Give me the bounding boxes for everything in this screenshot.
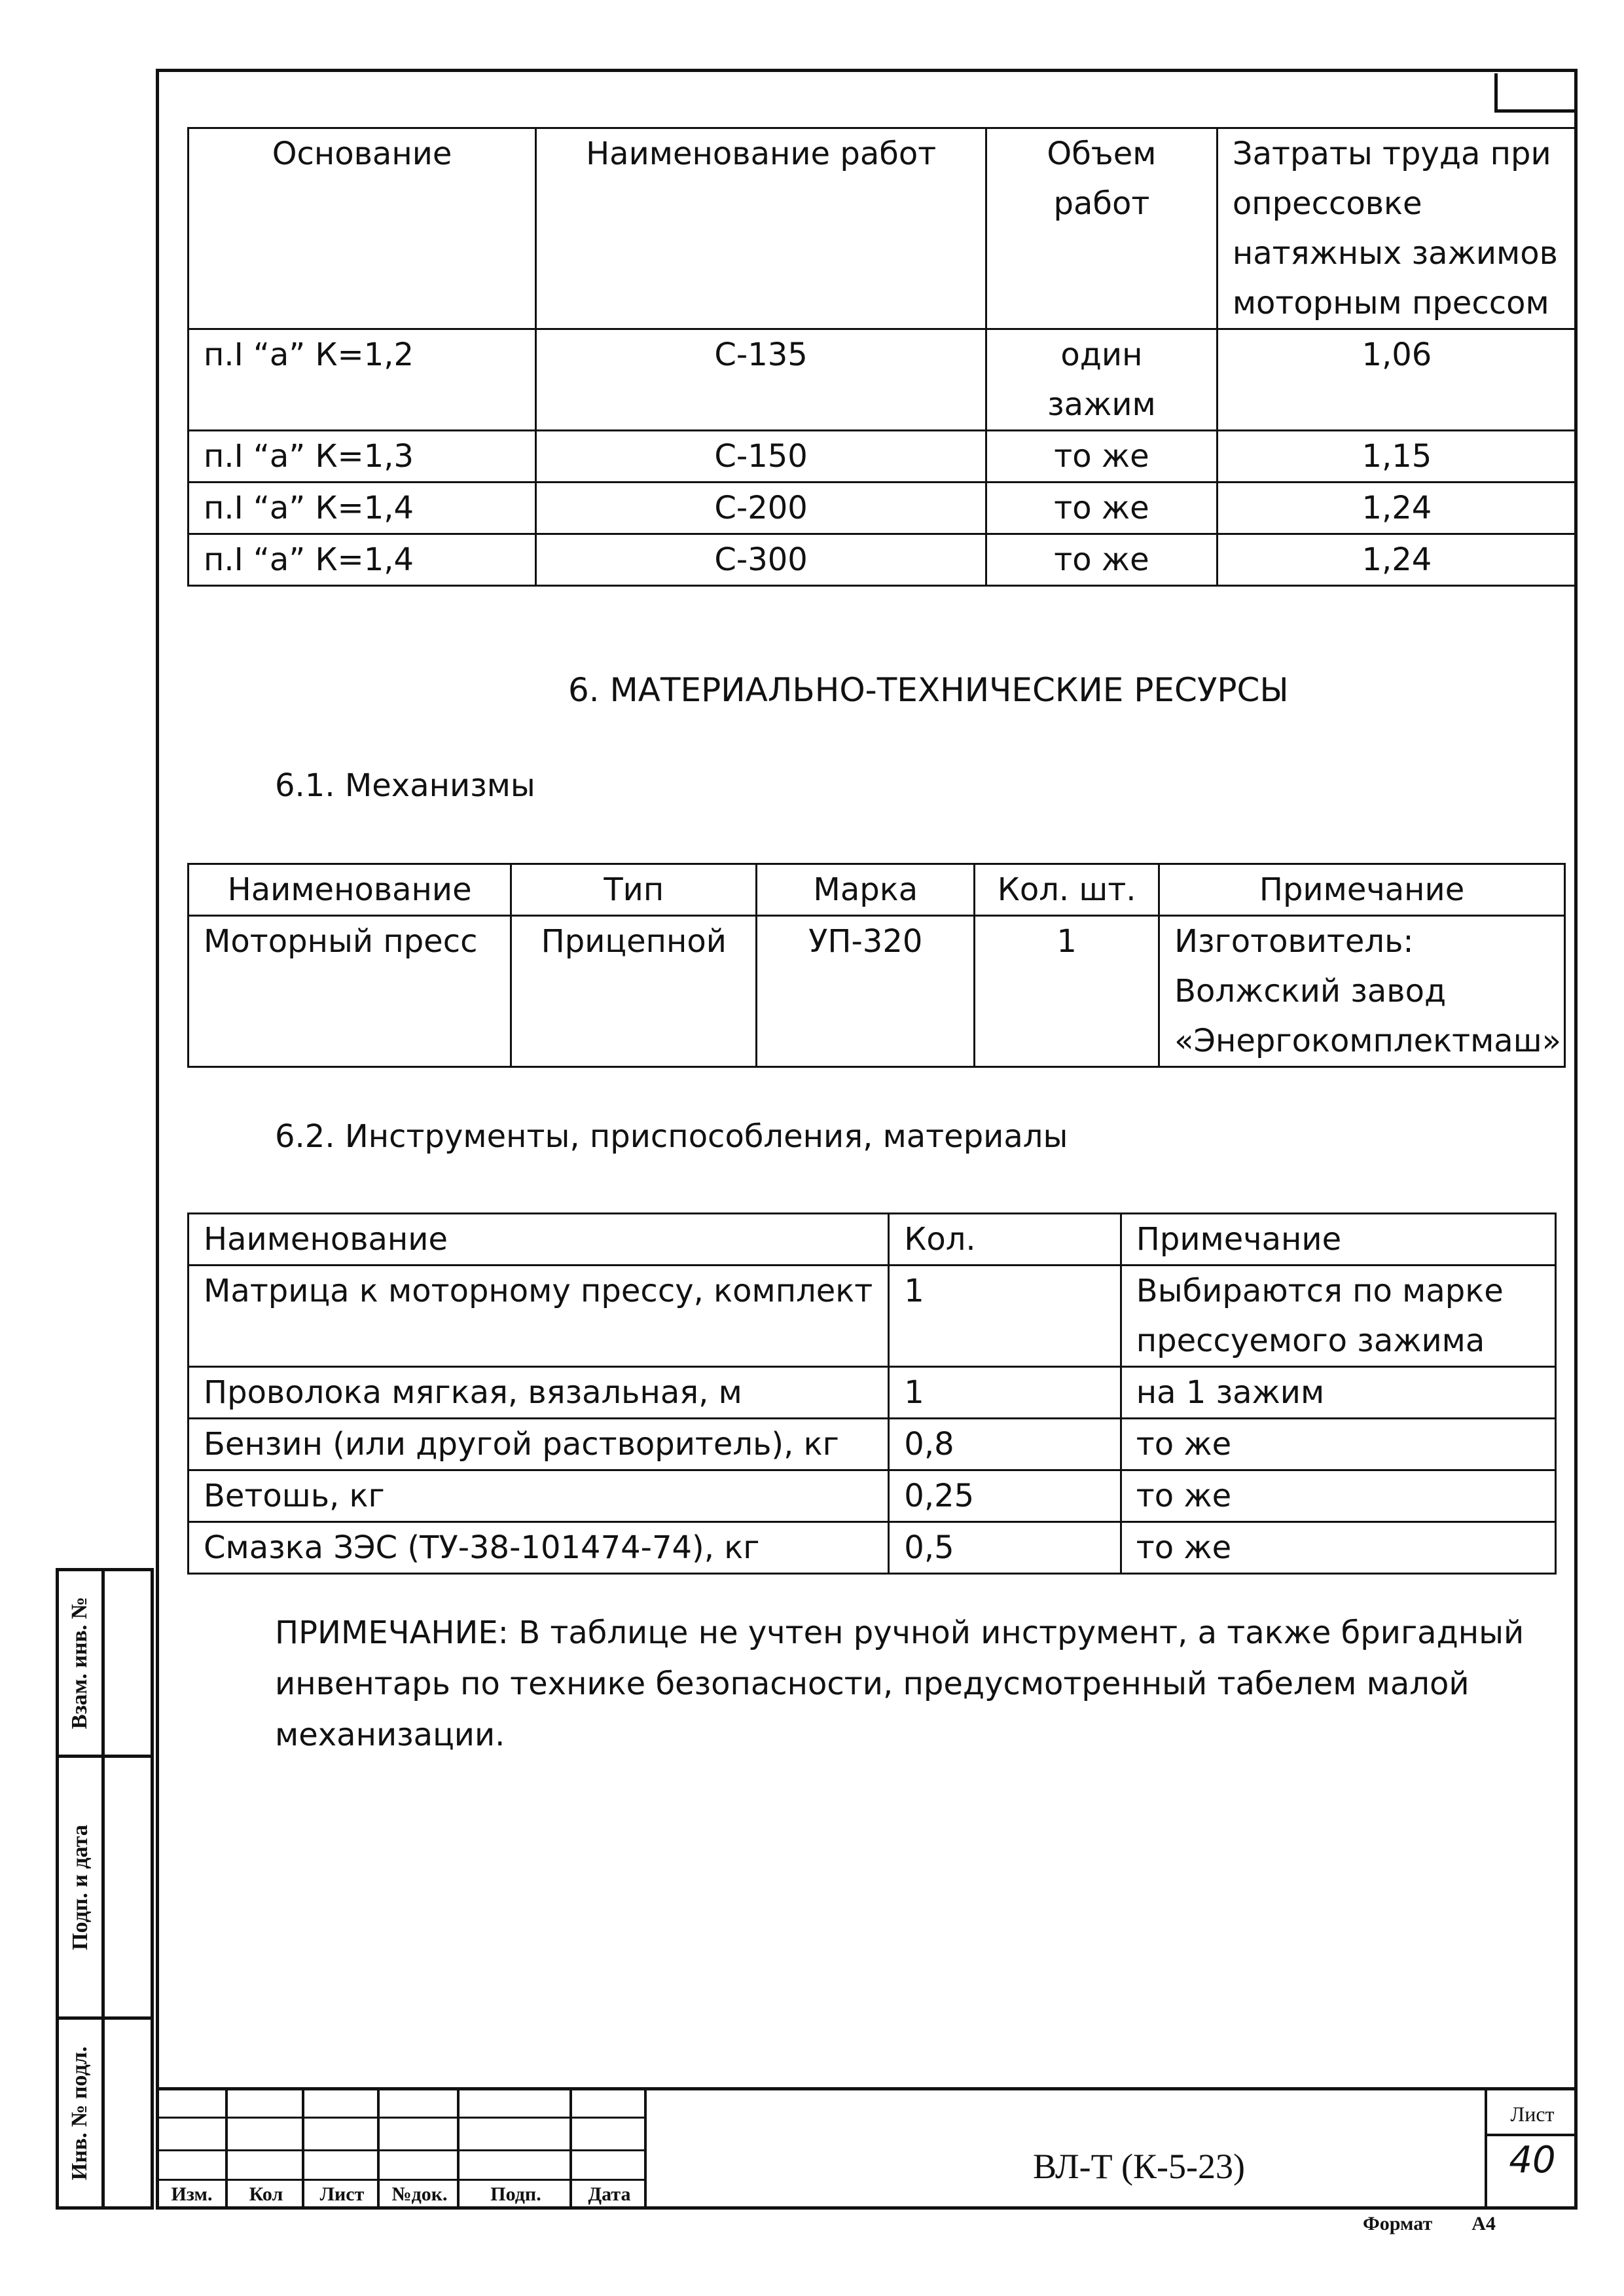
mechanisms-table bbox=[187, 863, 1566, 1068]
header-cell: Наименование bbox=[189, 864, 511, 916]
table-cell: Бензин (или другой растворитель), кг bbox=[189, 1419, 889, 1470]
table-header-row bbox=[189, 128, 1577, 329]
table-row bbox=[189, 916, 1565, 1067]
side-stamp-cell bbox=[56, 2016, 154, 2210]
table-header-row bbox=[189, 1214, 1556, 1266]
table-cell: Изготовитель: Волжский завод «Энергокомплектмаш» bbox=[1159, 916, 1565, 1067]
table-row bbox=[189, 483, 1577, 534]
table-cell: то же bbox=[1121, 1470, 1555, 1522]
header-cell: Затраты труда при опрессовке натяжных зажимов моторным прессом bbox=[1217, 128, 1576, 329]
header-cell: Марка bbox=[757, 864, 975, 916]
note-text: ПРИМЕЧАНИЕ: В таблице не учтен ручной инструмент, а также бригадный инвентарь по технике безопасности, предусмотренный табелем малой механизации. bbox=[275, 1614, 1525, 1753]
table-cell: п.I “а” К=1,2 bbox=[189, 329, 536, 431]
header-cell: Тип bbox=[511, 864, 757, 916]
table-row bbox=[189, 1470, 1556, 1522]
column-label: Изм. bbox=[171, 2183, 213, 2205]
table-cell: Смазка ЗЭС (ТУ-38-101474-74), кг bbox=[189, 1522, 889, 1574]
table-row bbox=[189, 1367, 1556, 1419]
subsection-heading: 6.1. Механизмы bbox=[275, 767, 535, 804]
format-value: А4 bbox=[1471, 2213, 1496, 2234]
table-cell: УП-320 bbox=[757, 916, 975, 1067]
table-cell: то же bbox=[1121, 1419, 1555, 1470]
table-cell: Выбираются по марке прессуемого зажима bbox=[1121, 1266, 1555, 1367]
table-cell: Прицепной bbox=[511, 916, 757, 1067]
table-cell: на 1 зажим bbox=[1121, 1367, 1555, 1419]
corner-box bbox=[1494, 73, 1575, 113]
table-cell: С-135 bbox=[536, 329, 986, 431]
header-cell: Примечание bbox=[1159, 864, 1565, 916]
table-cell: 1,24 bbox=[1217, 483, 1576, 534]
header-cell: Наименование bbox=[189, 1214, 889, 1266]
side-stamp-cell bbox=[56, 1755, 154, 2020]
column-label: Кол bbox=[249, 2183, 283, 2205]
header-cell: Примечание bbox=[1121, 1214, 1555, 1266]
table-row bbox=[189, 1266, 1556, 1367]
table-cell: 0,8 bbox=[889, 1419, 1121, 1470]
side-stamp-label: Инв. № подл. bbox=[67, 2046, 92, 2180]
table-cell: 1,06 bbox=[1217, 329, 1576, 431]
section-heading: 6. МАТЕРИАЛЬНО-ТЕХНИЧЕСКИЕ РЕСУРСЫ bbox=[568, 671, 1289, 709]
table-cell: С-300 bbox=[536, 534, 986, 586]
document-code: ВЛ-Т (К-5-23) bbox=[1033, 2147, 1245, 2186]
table-cell: п.I “а” К=1,3 bbox=[189, 431, 536, 483]
table-cell: то же bbox=[986, 534, 1218, 586]
table-cell: Матрица к моторному прессу, комплект bbox=[189, 1266, 889, 1367]
column-label: Лист bbox=[319, 2183, 365, 2205]
table-header-row bbox=[189, 864, 1565, 916]
side-stamp-cell bbox=[56, 1568, 154, 1758]
labor-cost-table bbox=[187, 127, 1578, 587]
column-label: №док. bbox=[391, 2183, 448, 2205]
title-block bbox=[156, 2087, 1578, 2210]
header-cell: Наименование работ bbox=[536, 128, 986, 329]
table-cell: то же bbox=[1121, 1522, 1555, 1574]
side-stamp-label: Взам. инв. № bbox=[67, 1596, 92, 1730]
header-cell: Основание bbox=[189, 128, 536, 329]
header-cell: Кол. шт. bbox=[975, 864, 1159, 916]
table-cell: 0,5 bbox=[889, 1522, 1121, 1574]
table-cell: Ветошь, кг bbox=[189, 1470, 889, 1522]
format-label-wrap bbox=[1363, 2213, 1496, 2235]
table-cell: п.I “а” К=1,4 bbox=[189, 534, 536, 586]
format-label: Формат bbox=[1363, 2213, 1433, 2234]
table-cell: 1 bbox=[975, 916, 1159, 1067]
table-cell: п.I “а” К=1,4 bbox=[189, 483, 536, 534]
sheet-box bbox=[1485, 2090, 1578, 2210]
sheet-number: 40 bbox=[1509, 2139, 1556, 2181]
revision-grid bbox=[156, 2090, 647, 2210]
column-label: Подп. bbox=[490, 2183, 541, 2205]
table-cell: С-150 bbox=[536, 431, 986, 483]
header-cell: Кол. bbox=[889, 1214, 1121, 1266]
tools-materials-table bbox=[187, 1212, 1557, 1575]
table-row bbox=[189, 431, 1577, 483]
header-cell: Объем работ bbox=[986, 128, 1218, 329]
table-row bbox=[189, 1522, 1556, 1574]
note-paragraph bbox=[196, 1607, 1532, 1760]
table-cell: 1,24 bbox=[1217, 534, 1576, 586]
table-cell: один зажим bbox=[986, 329, 1218, 431]
table-cell: Проволока мягкая, вязальная, м bbox=[189, 1367, 889, 1419]
column-label: Дата bbox=[588, 2183, 631, 2205]
table-cell: то же bbox=[986, 431, 1218, 483]
table-cell: Моторный пресс bbox=[189, 916, 511, 1067]
table-cell: 1 bbox=[889, 1266, 1121, 1367]
table-row bbox=[189, 1419, 1556, 1470]
table-row bbox=[189, 534, 1577, 586]
sheet-label: Лист bbox=[1487, 2096, 1578, 2136]
side-stamp bbox=[56, 1568, 154, 2210]
table-cell: 0,25 bbox=[889, 1470, 1121, 1522]
table-cell: 1,15 bbox=[1217, 431, 1576, 483]
table-cell: то же bbox=[986, 483, 1218, 534]
table-cell: 1 bbox=[889, 1367, 1121, 1419]
table-row bbox=[189, 329, 1577, 431]
table-cell: С-200 bbox=[536, 483, 986, 534]
side-stamp-label: Подп. и дата bbox=[67, 1824, 92, 1950]
subsection-heading: 6.2. Инструменты, приспособления, материалы bbox=[275, 1118, 1068, 1155]
